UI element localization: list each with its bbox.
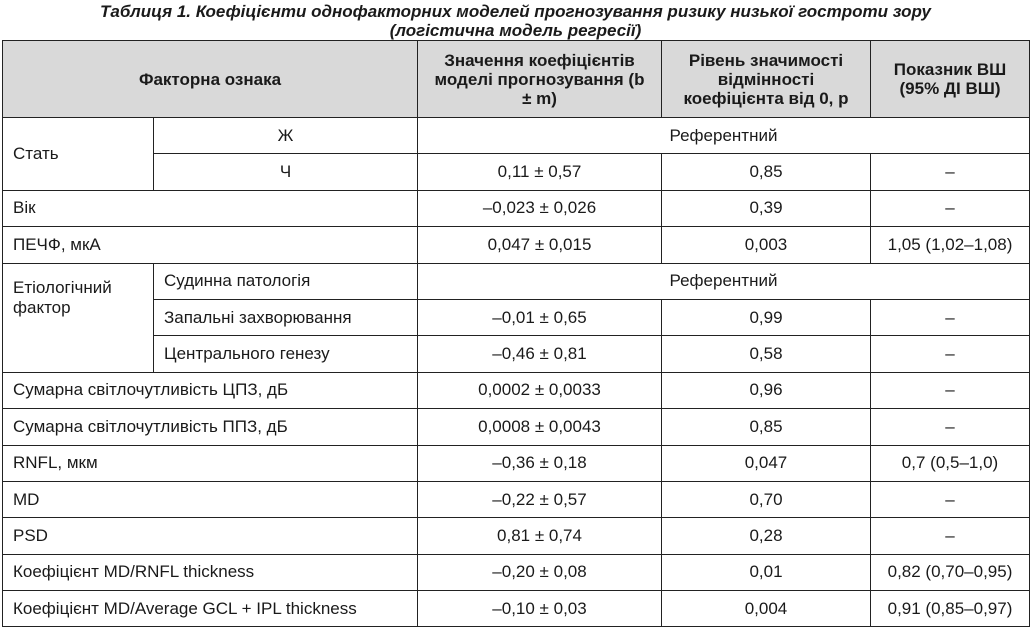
- cell-coef: 0,0008 ± 0,0043: [418, 409, 662, 445]
- table-row: [3, 554, 1030, 590]
- cell-p: 0,85: [662, 154, 871, 190]
- cell-p: 0,70: [662, 481, 871, 517]
- table-caption: [0, 0, 1031, 40]
- caption-subtitle: (логістична модель регресії): [389, 21, 642, 40]
- header-row: [3, 41, 1030, 118]
- cell-coef: –0,22 ± 0,57: [418, 481, 662, 517]
- table-row: [3, 591, 1030, 627]
- cell-p: 0,85: [662, 409, 871, 445]
- table-row: [3, 518, 1030, 554]
- row-label: Вік: [3, 190, 418, 226]
- cell-p: 0,01: [662, 554, 871, 590]
- cell-or: –: [871, 299, 1030, 335]
- row-label: MD: [3, 481, 418, 517]
- reference-cell: Референтний: [418, 118, 1030, 154]
- header-p: Рівень значимості відмінності коефіцієнта від 0, p: [662, 41, 871, 118]
- cell-coef: –0,36 ± 0,18: [418, 445, 662, 481]
- cell-p: 0,39: [662, 190, 871, 226]
- cell-or: –: [871, 190, 1030, 226]
- sub-label-vascular: Судинна патологія: [154, 263, 418, 299]
- table-row: [3, 227, 1030, 263]
- cell-or: 0,82 (0,70–0,95): [871, 554, 1030, 590]
- cell-coef: 0,047 ± 0,015: [418, 227, 662, 263]
- row-label: RNFL, мкм: [3, 445, 418, 481]
- cell-or: –: [871, 154, 1030, 190]
- cell-or: –: [871, 409, 1030, 445]
- cell-or: 1,05 (1,02–1,08): [871, 227, 1030, 263]
- row-label-sex: Стать: [3, 118, 154, 191]
- cell-coef: –0,023 ± 0,026: [418, 190, 662, 226]
- cell-coef: 0,11 ± 0,57: [418, 154, 662, 190]
- sub-label-central: Центрального генезу: [154, 336, 418, 372]
- row-label: Сумарна світлочутливість ЦПЗ, дБ: [3, 372, 418, 408]
- row-label: PSD: [3, 518, 418, 554]
- sub-label-female: Ж: [154, 118, 418, 154]
- cell-coef: 0,0002 ± 0,0033: [418, 372, 662, 408]
- header-or: Показник ВШ (95% ДІ ВШ): [871, 41, 1030, 118]
- cell-p: 0,58: [662, 336, 871, 372]
- cell-p: 0,004: [662, 591, 871, 627]
- table-row: [3, 481, 1030, 517]
- row-label: Коефіцієнт MD/RNFL thickness: [3, 554, 418, 590]
- reference-cell: Референтний: [418, 263, 1030, 299]
- cell-p: 0,99: [662, 299, 871, 335]
- cell-coef: –0,10 ± 0,03: [418, 591, 662, 627]
- header-factor: Факторна ознака: [3, 41, 418, 118]
- table-row: [3, 299, 1030, 335]
- row-label: Коефіцієнт MD/Average GCL + IPL thickness: [3, 591, 418, 627]
- cell-coef: –0,46 ± 0,81: [418, 336, 662, 372]
- cell-p: 0,96: [662, 372, 871, 408]
- cell-or: –: [871, 336, 1030, 372]
- row-label: Сумарна світлочутливість ППЗ, дБ: [3, 409, 418, 445]
- sub-label-male: Ч: [154, 154, 418, 190]
- table-row: [3, 118, 1030, 154]
- table-row: [3, 190, 1030, 226]
- cell-or: 0,91 (0,85–0,97): [871, 591, 1030, 627]
- table-row: [3, 154, 1030, 190]
- cell-p: 0,28: [662, 518, 871, 554]
- row-label-etiology: Етіологічний фактор: [3, 263, 154, 372]
- cell-coef: 0,81 ± 0,74: [418, 518, 662, 554]
- header-coef: Значення коефіцієнтів моделі прогнозування (b ± m): [418, 41, 662, 118]
- cell-p: 0,047: [662, 445, 871, 481]
- cell-coef: –0,01 ± 0,65: [418, 299, 662, 335]
- table-row: [3, 336, 1030, 372]
- sub-label-inflammatory: Запальні захворювання: [154, 299, 418, 335]
- cell-or: 0,7 (0,5–1,0): [871, 445, 1030, 481]
- table-row: [3, 372, 1030, 408]
- cell-or: –: [871, 372, 1030, 408]
- table-row: [3, 445, 1030, 481]
- caption-title: Таблиця 1. Коефіцієнти однофакторних моделей прогнозування ризику низької гостроти зору: [100, 2, 931, 21]
- regression-table: [2, 40, 1030, 627]
- table-row: [3, 409, 1030, 445]
- cell-or: –: [871, 481, 1030, 517]
- cell-coef: –0,20 ± 0,08: [418, 554, 662, 590]
- row-label: ПЕЧФ, мкА: [3, 227, 418, 263]
- cell-or: –: [871, 518, 1030, 554]
- cell-p: 0,003: [662, 227, 871, 263]
- table-row: [3, 263, 1030, 299]
